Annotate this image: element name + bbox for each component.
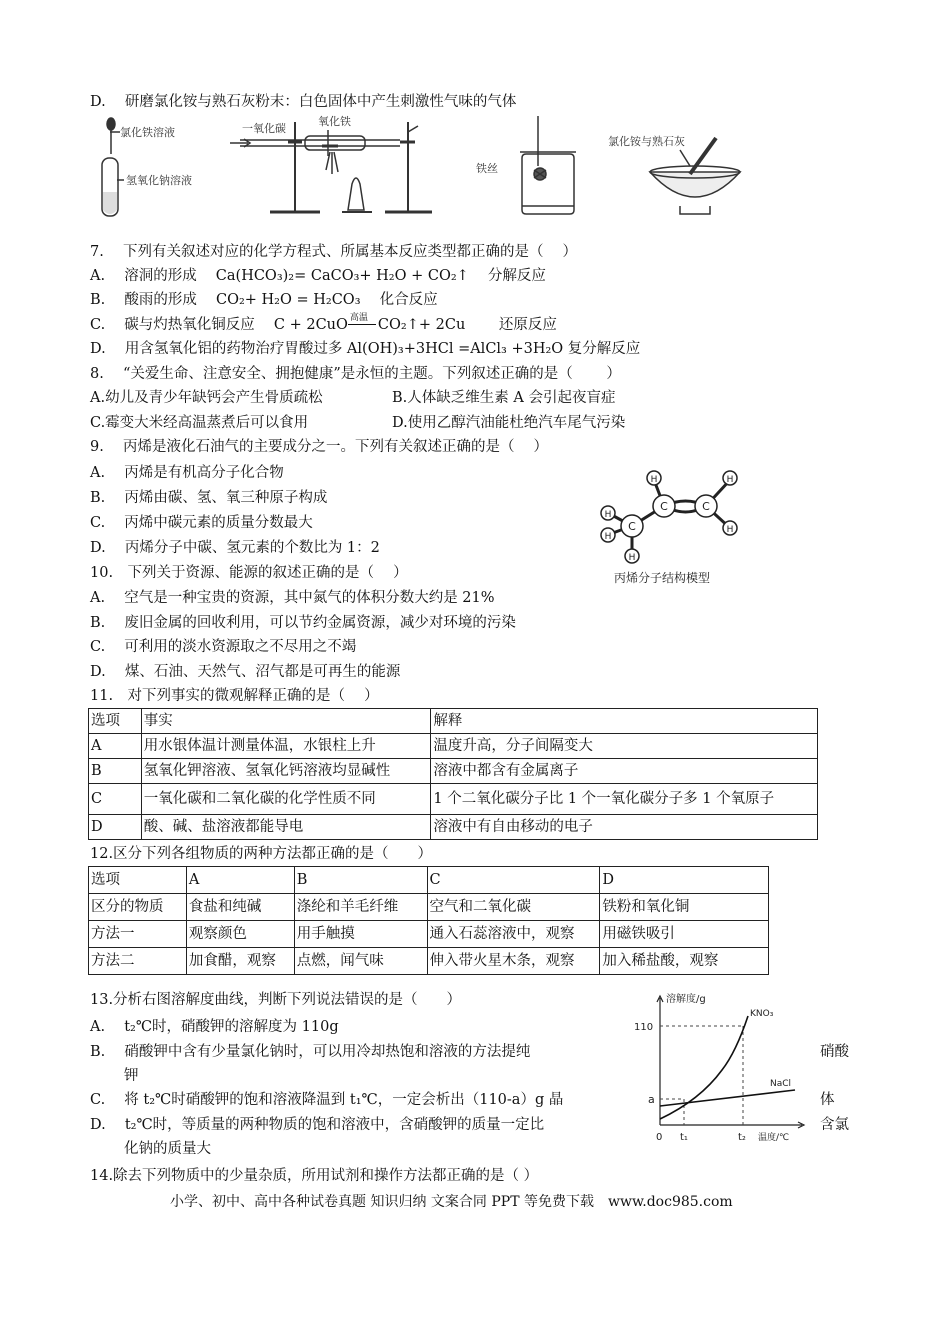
q7-option-a: A. 溶洞的形成 Ca(HCO₃)₂= CaCO₃+ H₂O + CO₂↑ 分解反应 bbox=[90, 268, 546, 284]
table-cell: 空气和二氧化碳 bbox=[427, 894, 600, 921]
nacl-curve bbox=[660, 1090, 795, 1106]
q12-table bbox=[88, 866, 769, 975]
solubility-graph bbox=[630, 990, 810, 1148]
table-cell: 观察颜色 bbox=[186, 921, 294, 948]
q7-option-c bbox=[90, 313, 557, 334]
co-label: 一氧化碳 bbox=[242, 122, 286, 135]
q9-option-d: D. 丙烯分子中碳、氢元素的个数比为 1：2 bbox=[90, 540, 380, 556]
q7-option-c-lhs: C. 碳与灼热氧化铜反应 C + 2CuO bbox=[90, 317, 348, 333]
q13-option-b-cont: 钾 bbox=[124, 1068, 139, 1084]
table-cell: 加食醋，观察 bbox=[186, 948, 294, 975]
q13-option-b: B. 硝酸钾中含有少量氯化钠时，可以用冷却热饱和溶液的方法提纯 bbox=[90, 1044, 531, 1060]
q13-option-d-tail: 含氯 bbox=[820, 1117, 849, 1133]
graph-xlabel: 温度/℃ bbox=[758, 1133, 790, 1143]
atom-c-1: C bbox=[660, 500, 668, 513]
q8-stem: 8. “关爱生命、注意安全、拥抱健康”是永恒的主题。下列叙述正确的是（ ） bbox=[90, 366, 621, 382]
table-cell: 用磁铁吸引 bbox=[600, 921, 769, 948]
graph-t2: t₂ bbox=[738, 1132, 746, 1143]
page-footer: 小学、初中、高中各种试卷真题 知识归纳 文案合同 PPT 等免费下载 www.doc985.com bbox=[170, 1194, 733, 1210]
q9-option-b: B. 丙烯由碳、氢、氧三种原子构成 bbox=[90, 490, 328, 506]
table-cell: A bbox=[186, 867, 294, 894]
table-cell: 方法一 bbox=[89, 921, 187, 948]
table-cell: 温度升高，分子间隔变大 bbox=[431, 734, 818, 759]
table-cell: 事实 bbox=[141, 709, 431, 734]
q9-option-c: C. 丙烯中碳元素的质量分数最大 bbox=[90, 515, 313, 531]
solubility-svg bbox=[630, 990, 810, 1148]
table-cell: B bbox=[294, 867, 427, 894]
graph-t1: t₁ bbox=[680, 1132, 688, 1143]
table-cell: 酸、碱、盐溶液都能导电 bbox=[141, 815, 431, 840]
table-row bbox=[89, 894, 769, 921]
q7-option-d: D. 用含氢氧化铝的药物治疗胃酸过多 Al(OH)₃+3HCl =AlCl₃ +3H₂O 复分解反应 bbox=[90, 341, 641, 357]
table-cell: 解释 bbox=[431, 709, 818, 734]
atom-c-3: C bbox=[628, 520, 636, 533]
fecl3-label: 氯化铁溶液 bbox=[120, 126, 175, 139]
q7-stem: 7. 下列有关叙述对应的化学方程式、所属基本反应类型都正确的是（ ） bbox=[90, 244, 578, 260]
q8-option-c: C.霉变大米经高温蒸煮后可以食用 bbox=[90, 415, 309, 431]
q6-figure-strip bbox=[90, 112, 870, 222]
graph-ylabel: 溶解度/g bbox=[666, 994, 706, 1005]
table-cell: 一氧化碳和二氧化碳的化学性质不同 bbox=[141, 784, 431, 815]
table-cell: A bbox=[89, 734, 142, 759]
naoh-label: 氢氧化钠溶液 bbox=[126, 174, 192, 187]
reaction-condition bbox=[348, 313, 378, 334]
q6-option-d: D. 研磨氯化铵与熟石灰粉末：白色固体中产生刺激性气味的气体 bbox=[90, 94, 517, 110]
table-row bbox=[89, 734, 818, 759]
q13-option-d: D. t₂℃时，等质量的两种物质的饱和溶液中，含硝酸钾的质量一定比 bbox=[90, 1117, 545, 1133]
atom-h-4: H bbox=[604, 510, 612, 520]
table-cell: 食盐和纯碱 bbox=[186, 894, 294, 921]
table-cell: C bbox=[89, 784, 142, 815]
iron-wire-label: 铁丝 bbox=[476, 162, 498, 175]
table-cell: 加入稀盐酸，观察 bbox=[600, 948, 769, 975]
atom-h-1: H bbox=[650, 475, 658, 485]
table-cell: D bbox=[600, 867, 769, 894]
q13-option-c: C. 将 t₂℃时硝酸钾的饱和溶液降温到 t₁℃，一定会析出（110-a）g 晶 bbox=[90, 1092, 564, 1108]
table-cell: 区分的物质 bbox=[89, 894, 187, 921]
atom-c-2: C bbox=[702, 500, 710, 513]
q14-stem: 14.除去下列物质中的少量杂质，所用试剂和操作方法都正确的是（ ） bbox=[90, 1168, 539, 1184]
q13-stem: 13.分析右图溶解度曲线，判断下列说法错误的是（ ） bbox=[90, 992, 462, 1008]
q10-stem: 10. 下列关于资源、能源的叙述正确的是（ ） bbox=[90, 565, 408, 581]
q8-option-a: A.幼儿及青少年缺钙会产生骨质疏松 bbox=[90, 390, 323, 406]
graph-y110: 110 bbox=[634, 1022, 654, 1033]
table-row bbox=[89, 921, 769, 948]
table-row bbox=[89, 867, 769, 894]
table-cell: 用水银体温计测量体温，水银柱上升 bbox=[141, 734, 431, 759]
mortar-pestle-figure bbox=[650, 138, 740, 214]
table-cell: D bbox=[89, 815, 142, 840]
q13-option-a: A. t₂℃时，硝酸钾的溶解度为 110g bbox=[90, 1019, 339, 1035]
table-cell: 溶液中都含有金属离子 bbox=[431, 759, 818, 784]
table-row bbox=[89, 948, 769, 975]
q7-option-c-rhs: CO₂↑+ 2Cu 还原反应 bbox=[377, 317, 557, 333]
table-cell: 1 个二氧化碳分子比 1 个一氧化碳分子多 1 个氧原子 bbox=[431, 784, 818, 815]
propylene-model-svg bbox=[596, 468, 756, 590]
table-cell: 涤纶和羊毛纤维 bbox=[294, 894, 427, 921]
graph-kno3-label: KNO₃ bbox=[750, 1009, 774, 1019]
q10-option-b: B. 废旧金属的回收利用，可以节约金属资源，减少对环境的污染 bbox=[90, 615, 516, 631]
table-cell: 选项 bbox=[89, 867, 187, 894]
q8-option-d: D.使用乙醇汽油能杜绝汽车尾气污染 bbox=[392, 415, 626, 431]
model-caption: 丙烯分子结构模型 bbox=[613, 571, 711, 585]
q13-option-d-cont: 化钠的质量大 bbox=[124, 1141, 211, 1157]
table-cell: 通入石蕊溶液中，观察 bbox=[427, 921, 600, 948]
table-cell: 选项 bbox=[89, 709, 142, 734]
table-cell: 铁粉和氧化铜 bbox=[600, 894, 769, 921]
table-cell: C bbox=[427, 867, 600, 894]
atom-h-6: H bbox=[628, 553, 636, 563]
fe2o3-label: 氧化铁 bbox=[318, 115, 351, 128]
table-row bbox=[89, 784, 818, 815]
q10-option-c: C. 可利用的淡水资源取之不尽用之不竭 bbox=[90, 639, 357, 655]
mortar-label: 氯化铵与熟石灰 bbox=[608, 135, 685, 148]
atom-h-2: H bbox=[726, 475, 734, 485]
atom-h-5: H bbox=[604, 532, 612, 542]
graph-origin: 0 bbox=[656, 1132, 663, 1143]
high-temp-label: 高温 bbox=[349, 313, 368, 323]
atom-h-3: H bbox=[726, 525, 734, 535]
table-row bbox=[89, 709, 818, 734]
q12-stem: 12.区分下列各组物质的两种方法都正确的是（ ） bbox=[90, 846, 433, 862]
co-reduction-figure bbox=[230, 122, 432, 212]
q8-option-b: B.人体缺乏维生素 A 会引起夜盲症 bbox=[392, 390, 616, 406]
experiment-illustrations bbox=[90, 112, 870, 222]
q13-option-b-tail: 硝酸 bbox=[820, 1044, 849, 1060]
q7-option-b: B. 酸雨的形成 CO₂+ H₂O = H₂CO₃ 化合反应 bbox=[90, 292, 438, 308]
table-cell: 伸入带火星木条，观察 bbox=[427, 948, 600, 975]
table-row bbox=[89, 815, 818, 840]
graph-nacl-label: NaCl bbox=[770, 1079, 792, 1089]
table-cell: 点燃，闻气味 bbox=[294, 948, 427, 975]
q11-table bbox=[88, 708, 818, 840]
table-cell: 溶液中有自由移动的电子 bbox=[431, 815, 818, 840]
q13-option-c-tail: 体 bbox=[820, 1092, 835, 1108]
q10-option-d: D. 煤、石油、天然气、沼气都是可再生的能源 bbox=[90, 664, 401, 680]
q9-option-a: A. 丙烯是有机高分子化合物 bbox=[90, 465, 284, 481]
table-cell: 方法二 bbox=[89, 948, 187, 975]
q9-stem: 9. 丙烯是液化石油气的主要成分之一。下列有关叙述正确的是（ ） bbox=[90, 439, 549, 455]
table-row bbox=[89, 759, 818, 784]
kno3-curve bbox=[660, 1016, 748, 1119]
propylene-model-figure bbox=[596, 468, 756, 590]
q11-stem: 11. 对下列事实的微观解释正确的是（ ） bbox=[90, 688, 379, 704]
table-cell: 氢氧化钾溶液、氢氧化钙溶液均显碱性 bbox=[141, 759, 431, 784]
iron-wire-jar-figure bbox=[520, 116, 576, 214]
graph-ya: a bbox=[648, 1093, 655, 1106]
table-cell: B bbox=[89, 759, 142, 784]
q10-option-a: A. 空气是一种宝贵的资源，其中氮气的体积分数大约是 21% bbox=[90, 590, 495, 606]
table-cell: 用手触摸 bbox=[294, 921, 427, 948]
